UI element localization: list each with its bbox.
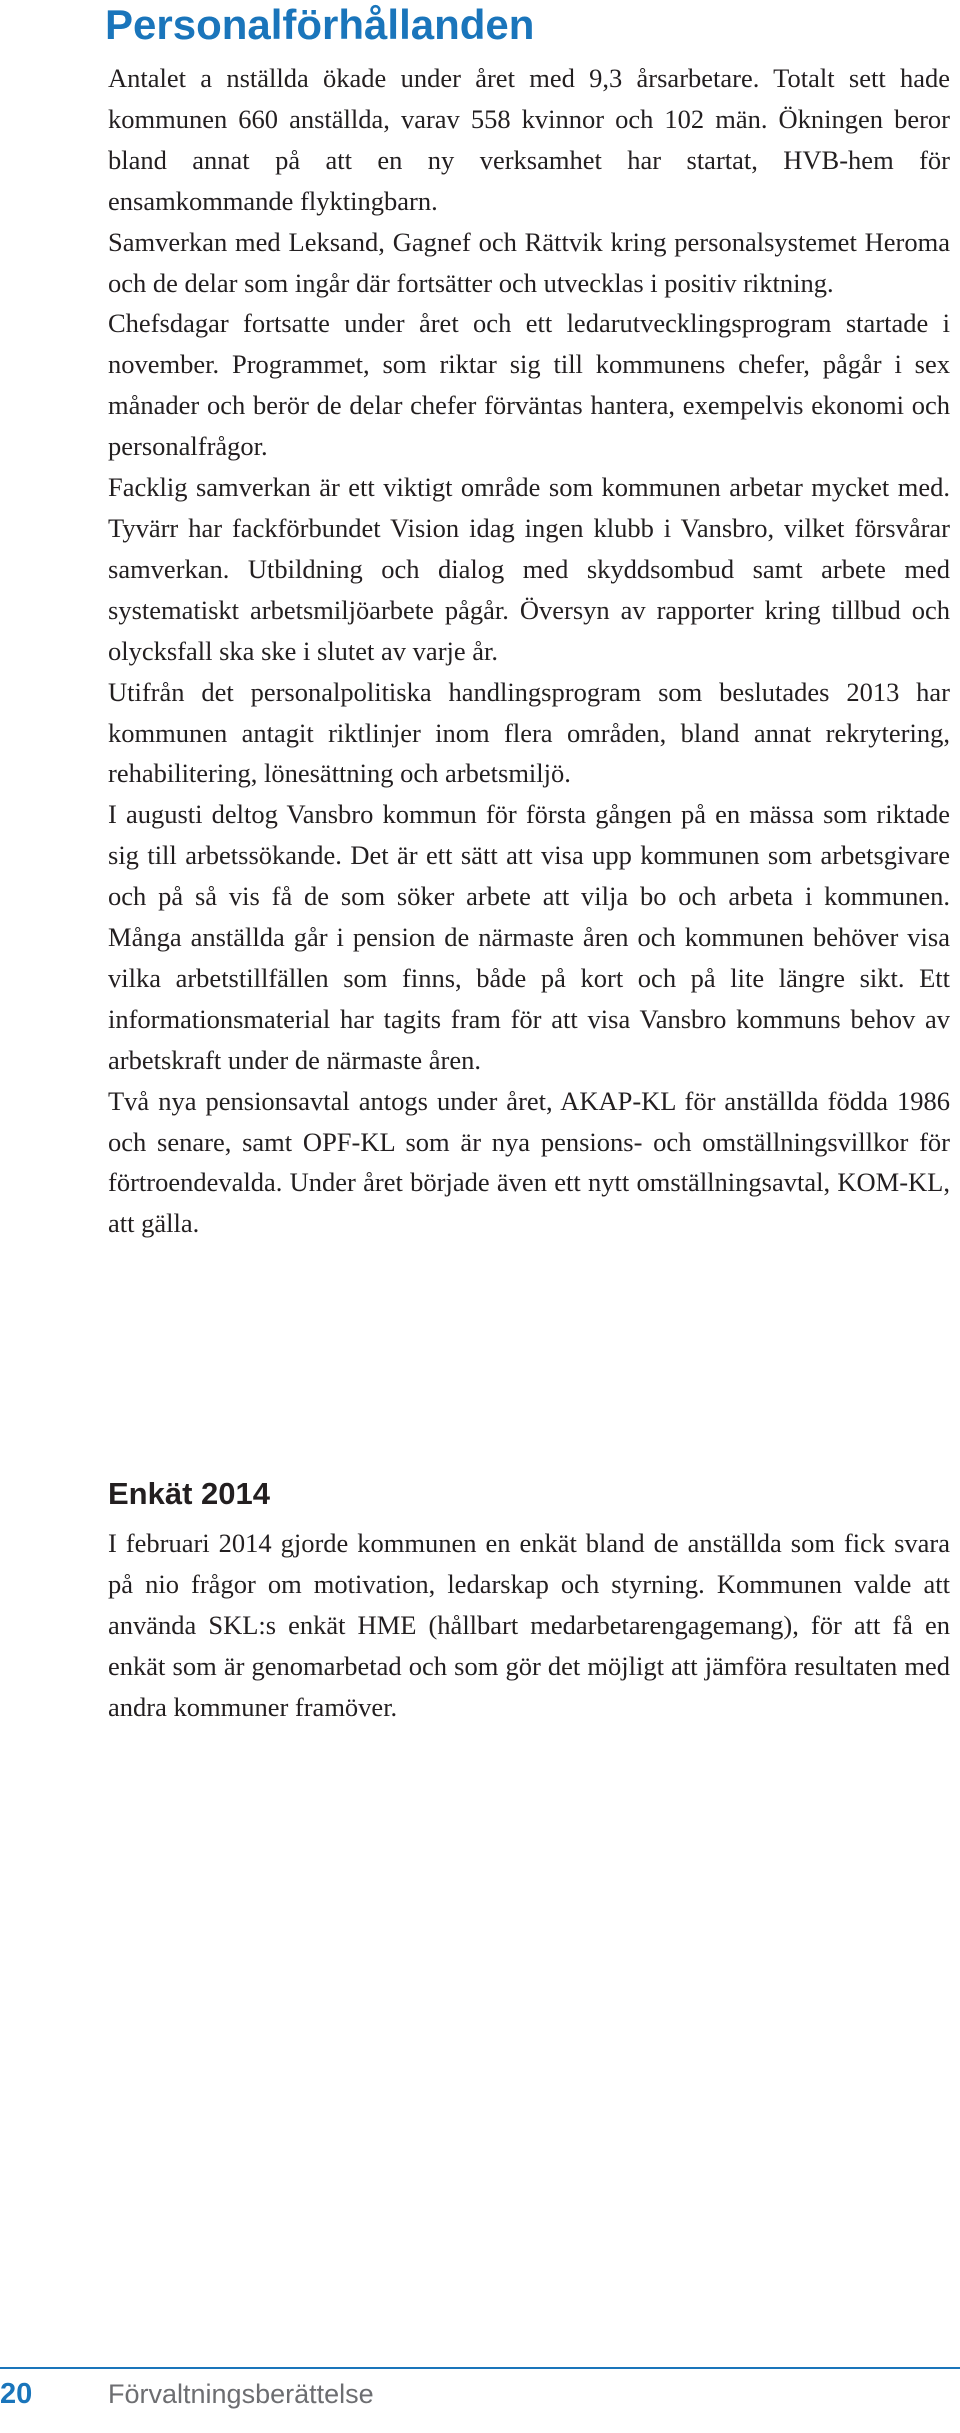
page-title: Personalförhållanden	[105, 1, 535, 48]
subsection-title: Enkät 2014	[108, 1476, 270, 1511]
paragraph: Facklig samverkan är ett viktigt område som kommunen arbetar mycket med. Tyvärr har fackförbundet Vision idag ingen klubb i Vansbro, vilket försvårar samverkan. Utbildning och dialog med skyddsombud samt arbete med systematiskt arbetsmiljöarbete pågår. Översyn av rapporter kring tillbud och olycksfall ska ske i slutet av varje år.	[108, 472, 950, 666]
paragraph: Chefsdagar fortsatte under året och ett ledarutvecklingsprogram startade i november. Programmet, som riktar sig till kommunens chefer, pågår i sex månader och berör de delar chefer förväntas hantera, exempelvis ekonomi och personalfrågor.	[108, 308, 950, 462]
subsection-body	[108, 1523, 950, 1728]
paragraph: Utifrån det personalpolitiska handlingsprogram som beslutades 2013 har kommunen antagit riktlinjer inom flera områden, bland annat rekrytering, rehabilitering, lönesättning och arbetsmiljö.	[108, 676, 950, 789]
page-number: 20	[0, 2378, 33, 2410]
paragraph: Samverkan med Leksand, Gagnef och Rättvik kring personalsystemet Heroma och de delar som ingår där fortsätter och utvecklas i positiv riktning.	[108, 226, 950, 298]
paragraph: Två nya pensionsavtal antogs under året, AKAP-KL för anställda födda 1986 och senare, samt OPF-KL som är nya pensions- och omställningsvillkor för förtroendevalda. Under året började även ett nytt omställningsavtal, KOM-KL, att gälla.	[108, 1085, 950, 1239]
footer-section-label: Förvaltningsberättelse	[108, 2379, 374, 2409]
paragraph: I augusti deltog Vansbro kommun för första gången på en mässa som riktade sig till arbetssökande. Det är ett sätt att visa upp kommunen som arbetsgivare och på så vis få de som söker arbete att vilja bo och arbeta i kommunen. Många anställda går i pension de närmaste åren och kommunen behöver visa vilka arbetstillfällen som finns, både på kort och på lite längre sikt. Ett informationsmaterial har tagits fram för att visa Vansbro kommuns behov av arbetskraft under de närmaste åren.	[108, 799, 950, 1075]
paragraph: I februari 2014 gjorde kommunen en enkät bland de anställda som fick svara på nio frågor om motivation, ledarskap och styrning. Kommunen valde att använda SKL:s enkät HME (hållbart medarbetarengagemang), för att få en enkät som är genomarbetad och som gör det möjligt att jämföra resultaten med andra kommuner framöver.	[108, 1528, 950, 1722]
section-body	[108, 58, 950, 1244]
paragraph: Antalet a nställda ökade under året med 9,3 årsarbetare. Totalt sett hade kommunen 660 anställda, varav 558 kvinnor och 102 män. Ökningen beror bland annat på att en ny verksamhet har startat, HVB-hem för ensamkommande flyktingbarn.	[108, 63, 950, 216]
footer-divider	[0, 2367, 960, 2369]
